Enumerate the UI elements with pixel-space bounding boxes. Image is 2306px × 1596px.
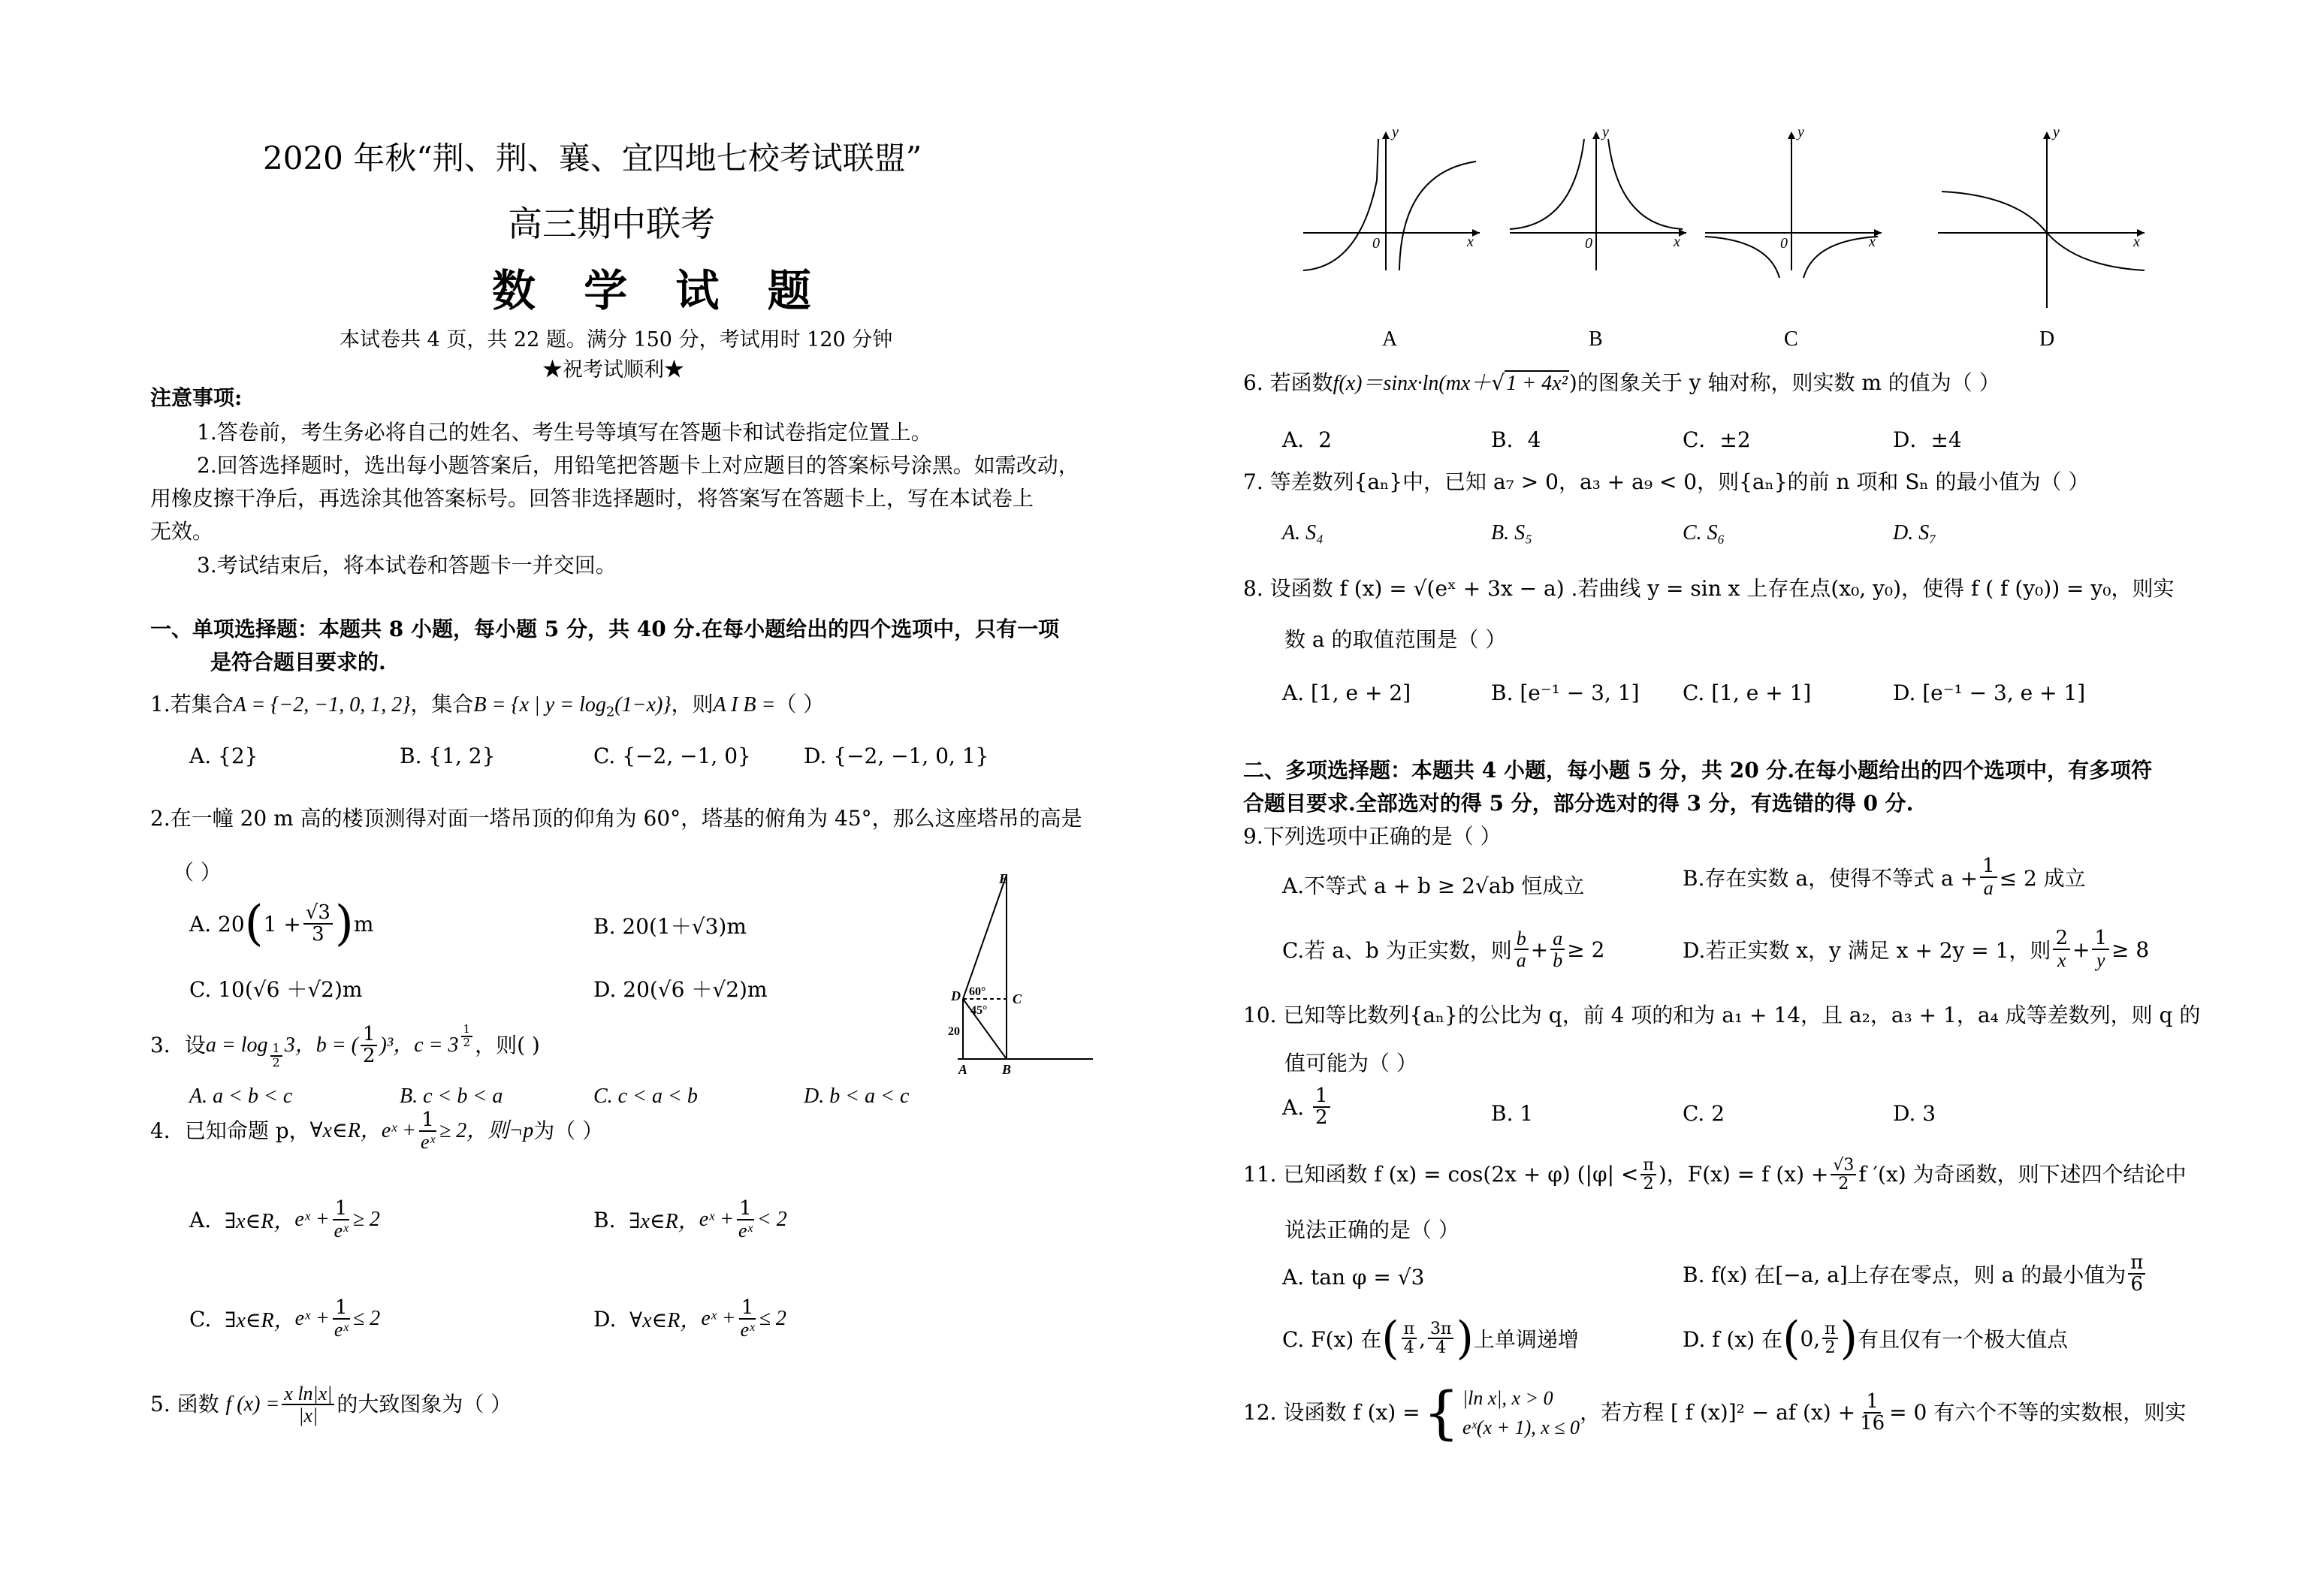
notice-item: 2.回答选择题时，选出每小题答案后，用铅笔把答题卡上对应题目的答案标号涂黑。如需改动，	[197, 453, 1079, 478]
sight-line-up	[963, 875, 1007, 999]
question-9-stem: 9.下列选项中正确的是（ ）	[1243, 824, 1502, 849]
notice-title: 注意事项:	[150, 385, 243, 410]
q3-option-d[interactable]: D. b < a < c	[804, 1085, 910, 1108]
svg-text:x: x	[1467, 234, 1474, 250]
question-4-stem: 4．已知命题 p， ∀x∈R， eˣ + $\frac{1}{\text{eˣ}}$ ≥ 2，则 ¬p 为（ ）	[150, 1109, 604, 1154]
question-11-stem: 11. 已知函数 f (x) = cos(2x + φ) (|φ| < $\frac{\pi}{2}$ )，F(x) = f (x) + $\frac{√3}{2}$ f ′(x) 为奇函数，则下述四个结论中	[1243, 1156, 2187, 1194]
svg-text:x: x	[1869, 234, 1876, 250]
q11-option-b[interactable]: B. f(x) 在[−a, a]上存在零点，则 a 的最小值为 $\frac{\pi}{6}$	[1683, 1253, 2148, 1296]
q6-option-c[interactable]: C．±2	[1683, 427, 1751, 452]
label-d: D	[951, 988, 961, 1003]
graph-label-a: A	[1382, 327, 1398, 351]
question-6-stem: 6. 若函数f(x)＝sinx·ln(mx＋√1 + 4x²)的图象关于 y 轴对称，则实数 m 的值为（ ）	[1243, 370, 2000, 395]
graph-label-c: C	[1784, 327, 1798, 351]
q1-option-a[interactable]: A. {2}	[189, 744, 258, 768]
q11-option-c[interactable]: C. F(x) 在 ( $\frac{\pi}{4}$ , $\frac{3\pi}{4}$ ) 上单调递增	[1282, 1312, 1579, 1365]
section1-heading: 一、单项选择题：本题共 8 小题，每小题 5 分，共 40 分.在每小题给出的四个选项中，只有一项	[150, 617, 1060, 641]
graph-label-d: D	[2039, 327, 2055, 351]
q8-option-c[interactable]: C. [1, e + 1]	[1683, 680, 1812, 705]
svg-text:y: y	[2053, 124, 2060, 140]
angle-60: 60°	[969, 985, 986, 998]
label-c: C	[1013, 991, 1022, 1006]
svg-text:y: y	[1797, 124, 1804, 140]
svg-text:0: 0	[1780, 235, 1788, 252]
question-10-stem: 10. 已知等比数列{aₙ}的公比为 q，前 4 项的和为 a₁ + 14，且 a₂，a₃ + 1，a₄ 成等差数列，则 q 的	[1243, 1003, 2201, 1027]
q10-option-b[interactable]: B. 1	[1491, 1101, 1534, 1126]
q1-option-d[interactable]: D. {−2, −1, 0, 1}	[804, 744, 989, 768]
exam-title: 2020 年秋“荆、荆、襄、宜四地七校考试联盟”	[263, 140, 922, 176]
q9-option-c[interactable]: C.若 a、b 为正实数，则 $\frac{b}{a}$ + $\frac{a}{b}$ ≥ 2	[1282, 928, 1605, 972]
question-1-stem: 1.若集合A = {−2, −1, 0, 1, 2}，集合B = {x | $y = \log_2(1-x)$}，则A I B =（ ）	[150, 692, 825, 720]
svg-text:x: x	[1674, 234, 1680, 250]
exam-name: 数 学 试 题	[492, 265, 828, 316]
q10-option-a[interactable]: A. $\frac{1}{2}$	[1282, 1086, 1333, 1129]
exam-subtitle: 高三期中联考	[508, 204, 715, 244]
q6-option-d[interactable]: D．±4	[1893, 427, 1962, 452]
label-e: E	[999, 871, 1009, 886]
angle-45: 45°	[970, 1004, 988, 1017]
exam-info: 本试卷共 4 页，共 22 题。满分 150 分，考试用时 120 分钟	[340, 328, 893, 351]
graph-b[interactable]	[1510, 124, 1686, 270]
q8-option-d[interactable]: D. [e⁻¹ − 3, e + 1]	[1893, 680, 2086, 705]
notice-item: 用橡皮擦干净后，再选涂其他答案标号。回答非选择题时，将答案写在答题卡上，写在本试卷上	[150, 486, 1034, 511]
exam-wish: ★祝考试顺利★	[542, 358, 684, 382]
notice-item: 1.答卷前，考生务必将自己的姓名、考生号等填写在答题卡和试卷指定位置上。	[197, 420, 932, 445]
svg-text:0: 0	[1372, 235, 1380, 252]
question-11-stem-cont: 说法正确的是（ ）	[1284, 1217, 1459, 1242]
q4-option-c[interactable]: C. ∃x∈R， eˣ + $\frac{1}{\text{eˣ}}$ ≤ 2	[189, 1296, 381, 1341]
svg-text:0: 0	[1585, 235, 1592, 252]
q6-option-b[interactable]: B．4	[1491, 427, 1541, 452]
q2-option-b[interactable]: B. 20(1＋√3)m	[593, 914, 747, 939]
q3-option-b[interactable]: B. c < b < a	[400, 1085, 503, 1108]
section2-heading: 二、多项选择题：本题共 4 小题，每小题 5 分，共 20 分.在每小题给出的四个选项中，有多项符	[1243, 758, 2153, 783]
q9-option-a[interactable]: A.不等式 a + b ≥ 2√ab 恒成立	[1282, 873, 1585, 898]
q4-option-d[interactable]: D. ∀x∈R， eˣ + $\frac{1}{\text{eˣ}}$ ≤ 2	[593, 1296, 786, 1341]
section1-heading-cont: 是符合题目要求的.	[210, 650, 386, 674]
q1-option-b[interactable]: B. {1, 2}	[400, 744, 496, 768]
notice-item: 3.考试结束后，将本试卷和答题卡一并交回。	[197, 553, 617, 578]
graph-d[interactable]	[1938, 124, 2145, 308]
question-5-stem: 5. 函数 f (x) = $\frac{\text{x ln|x|}}{|x|}$ 的大致图象为（ ）	[150, 1383, 512, 1427]
svg-text:x: x	[2133, 234, 2140, 250]
notice-item: 无效。	[150, 519, 214, 544]
q7-option-a[interactable]: A. S₄	[1282, 521, 1324, 545]
q10-option-d[interactable]: D. 3	[1893, 1101, 1936, 1126]
question-3-stem: 3．设 a = log $\frac{1}{2}$ 3， b = ( $\frac{1}{2}$ )³， c = 3 $\frac{1}{2}$ ，则( )	[150, 1022, 540, 1070]
q3-option-a[interactable]: A. a < b < c	[189, 1085, 293, 1108]
q2-option-a[interactable]: A. 20 ( 1 + $\frac{√3}{3}$ ) m	[189, 896, 374, 952]
q10-option-c[interactable]: C. 2	[1683, 1101, 1725, 1126]
q5-graphs	[1296, 120, 2182, 353]
q3-option-c[interactable]: C. c < a < b	[593, 1085, 698, 1108]
q4-option-b[interactable]: B. ∃x∈R， eˣ + $\frac{1}{\text{eˣ}}$ < 2	[593, 1197, 787, 1242]
q1-option-c[interactable]: C. {−2, −1, 0}	[593, 744, 751, 768]
label-a: A	[958, 1062, 968, 1074]
question-8-stem-cont: 数 a 的取值范围是（ ）	[1284, 627, 1507, 652]
q11-option-a[interactable]: A. tan φ = √3	[1282, 1265, 1425, 1290]
q7-option-d[interactable]: D. S₇	[1893, 521, 1936, 545]
q8-option-b[interactable]: B. [e⁻¹ − 3, 1]	[1491, 680, 1640, 705]
q8-option-a[interactable]: A. [1, e + 2]	[1282, 680, 1411, 705]
question-12-stem: 12. 设函数 f (x) = { |ln x|, x > 0 eˣ(x + 1), x ≤ 0 ，若方程 [ f (x)]² − af (x) + $\frac{1}{16}$ = 0 有六个不等的实数根，则实	[1243, 1379, 2187, 1446]
question-10-stem-cont: 值可能为（ ）	[1284, 1051, 1417, 1076]
q9-option-b[interactable]: B.存在实数 a，使得不等式 a + $\frac{1}{a}$ ≤ 2 成立	[1683, 855, 2086, 900]
svg-text:y: y	[1602, 124, 1609, 140]
q6-option-a[interactable]: A．2	[1282, 427, 1333, 452]
section2-heading-cont: 合题目要求.全部选对的得 5 分，部分选对的得 3 分，有选错的得 0 分.	[1243, 791, 1914, 816]
height-20: 20	[948, 1025, 960, 1038]
question-2-stem: 2.在一幢 20 m 高的楼顶测得对面一塔吊顶的仰角为 60°，塔基的俯角为 45°，那么这座塔吊的高是	[150, 806, 1082, 831]
svg-text:y: y	[1392, 124, 1399, 140]
q9-option-d[interactable]: D.若正实数 x，y 满足 x + 2y = 1，则 $\frac{2}{x}$ + $\frac{1}{y}$ ≥ 8	[1683, 927, 2150, 972]
label-b: B	[1002, 1062, 1012, 1074]
question-2-paren: （ ）	[173, 860, 222, 885]
q4-option-a[interactable]: A. ∃x∈R， eˣ + $\frac{1}{\text{eˣ}}$ ≥ 2	[189, 1197, 380, 1242]
tower-figure	[946, 871, 1097, 1074]
graph-a[interactable]	[1303, 124, 1480, 270]
q7-option-c[interactable]: C. S₆	[1683, 521, 1725, 545]
graph-label-b: B	[1589, 327, 1603, 351]
q11-option-d[interactable]: D. f (x) 在 ( 0, $\frac{\pi}{2}$ ) 有且仅有一个极大值点	[1683, 1312, 2069, 1365]
q2-option-c[interactable]: C. 10(√6 ＋√2)m	[189, 977, 363, 1002]
question-8-stem: 8. 设函数 f (x) = √(eˣ + 3x − a) .若曲线 y = sin x 上存在点(x₀, y₀)，使得 f ( f (y₀)) = y₀，则实	[1243, 576, 2175, 601]
q7-option-b[interactable]: B. S₅	[1491, 521, 1532, 545]
q2-option-d[interactable]: D. 20(√6 ＋√2)m	[593, 977, 768, 1002]
graph-c[interactable]	[1705, 124, 1882, 278]
question-7-stem: 7. 等差数列{aₙ}中，已知 a₇ > 0，a₃ + a₉ < 0，则{aₙ}的前 n 项和 Sₙ 的最小值为（ ）	[1243, 469, 2090, 494]
